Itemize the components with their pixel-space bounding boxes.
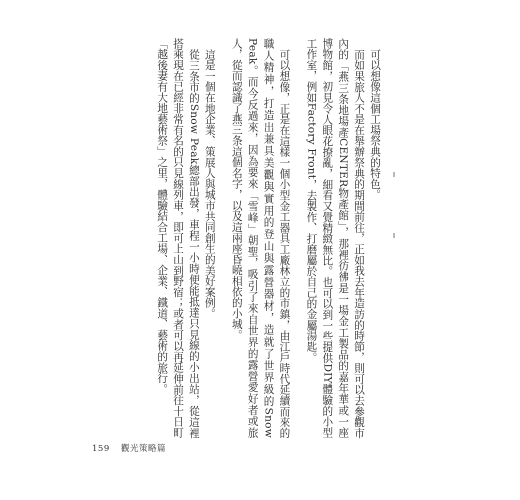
margin-marks [388, 172, 400, 294]
paragraph-4: 這是一個在地企業、策展人與城市共同創生的美好案例。 [203, 48, 216, 319]
paragraph-5: 從三条市的Snow Peak總部出發，車程一小時便能抵達只見線的小出站，從這裡搭乘現在已經非常有名的只見線列車，即可上山到野宿；或者可以再延伸前往十日町「越後妻有大地藝術祭」之里，體驗結合工場、企業、鐵道、藝術的旅行。 [156, 38, 200, 438]
margin-mark [393, 233, 395, 238]
section-title: 觀光策略篇 [120, 444, 166, 454]
vertical-body-text [150, 38, 382, 438]
margin-mark [393, 172, 395, 177]
paragraph-1: 可以想像這個工場祭典的特色。 [369, 48, 381, 200]
page-number: 159 [92, 444, 110, 454]
paragraph-2: 而如果旅人不是在舉辦祭典的期間前往，正如我去年造訪的時節，則可以去參觀市內的「燕三条地場產CENTER物產館」，那裡彷彿是一場金工製品的嘉年華或一座博物館，初見令人眼花撩亂，細看又覺精緻無比。也可以到一些提供DIY體驗的小型工作室，例如Factory Front，去製作、打磨屬於自己的金屬湯匙。 [305, 38, 366, 438]
paragraph-3: 可以想像，正是在這樣一個小型金工器具工廠林立的市鎮，由江戶時代延續而來的職人精神，打造出兼具美觀與實用的登山與露營器材，造就了世界級的Snow Peak。而今反過來，因為要來「雪峰」朝聖，吸引了來自世界的露營愛好者或旅人，從而認識了燕三条這個名字，以及這兩座昏曉相依的小城。 [230, 38, 291, 438]
page-footer [92, 442, 166, 454]
